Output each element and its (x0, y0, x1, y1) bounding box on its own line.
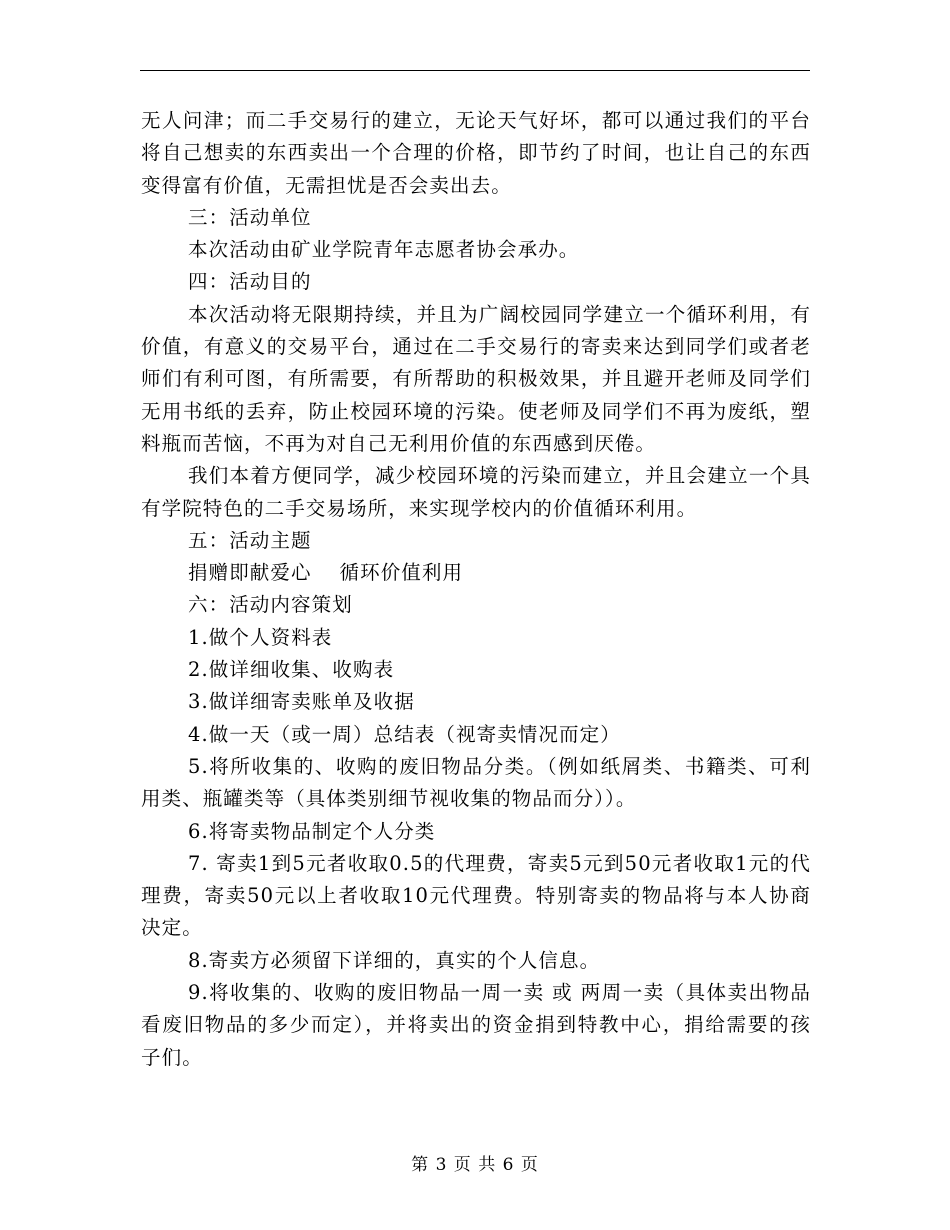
paragraph: 我们本着方便同学，减少校园环境的污染而建立，并且会建立一个具有学院特色的二手交易场所，来实现学校内的价值循环利用。 (141, 464, 811, 520)
header-rule (140, 70, 810, 71)
paragraph: 本次活动由矿业学院青年志愿者协会承办。 (188, 238, 580, 262)
paragraph: 无人问津；而二手交易行的建立，无论天气好坏，都可以通过我们的平台将自己想卖的东西卖出一个合理的价格，即节约了时间，也让自己的东西变得富有价值，无需担忧是否会卖出去。 (141, 109, 811, 197)
list-item: 7. 寄卖1到5元者收取0.5的代理费，寄卖5元到50元者收取1元的代理费，寄卖50元以上者收取10元代理费。特别寄卖的物品将与本人协商决定。 (141, 851, 811, 940)
section-heading-activity-purpose: 四：活动目的 (188, 270, 312, 294)
list-item: 3.做详细寄卖账单及收据 (188, 690, 415, 714)
section-heading-activity-unit: 三：活动单位 (188, 205, 312, 229)
list-item: 6.将寄卖物品制定个人分类 (188, 819, 436, 843)
section-heading-activity-theme: 五：活动主题 (188, 528, 312, 552)
list-item: 9.将收集的、收购的废旧物品一周一卖 或 两周一卖（具体卖出物品看废旧物品的多少而定），并将卖出的资金捐到特教中心，捐给需要的孩子们。 (141, 981, 811, 1069)
list-item: 1.做个人资料表 (188, 625, 333, 649)
list-item: 5.将所收集的、收购的废旧物品分类。（例如纸屑类、书籍类、可利用类、瓶罐类等（具体类别细节视收集的物品而分））。 (141, 754, 811, 811)
section-heading-activity-content: 六：活动内容策划 (188, 593, 353, 617)
paragraph: 本次活动将无限期持续，并且为广阔校园同学建立一个循环利用，有价值，有意义的交易平台，通过在二手交易行的寄卖来达到同学们或者老师们有利可图，有所需要，有所帮助的积极效果，并且避开老师及同学们无用书纸的丢弃，防止校园环境的污染。使老师及同学们不再为废纸，塑料瓶而苦恼，不再为对自己无利用价值的东西感到厌倦。 (141, 302, 811, 455)
list-item: 8.寄卖方必须留下详细的，真实的个人信息。 (188, 948, 601, 972)
theme-slogan: 捐赠即献爱心 循环价值利用 (188, 561, 464, 585)
page-number-footer: 第 3 页 共 6 页 (411, 1155, 539, 1175)
list-item: 4.做一天（或一周）总结表（视寄卖情况而定） (188, 722, 621, 746)
list-item: 2.做详细收集、收购表 (188, 658, 395, 682)
document-body (141, 105, 811, 1074)
